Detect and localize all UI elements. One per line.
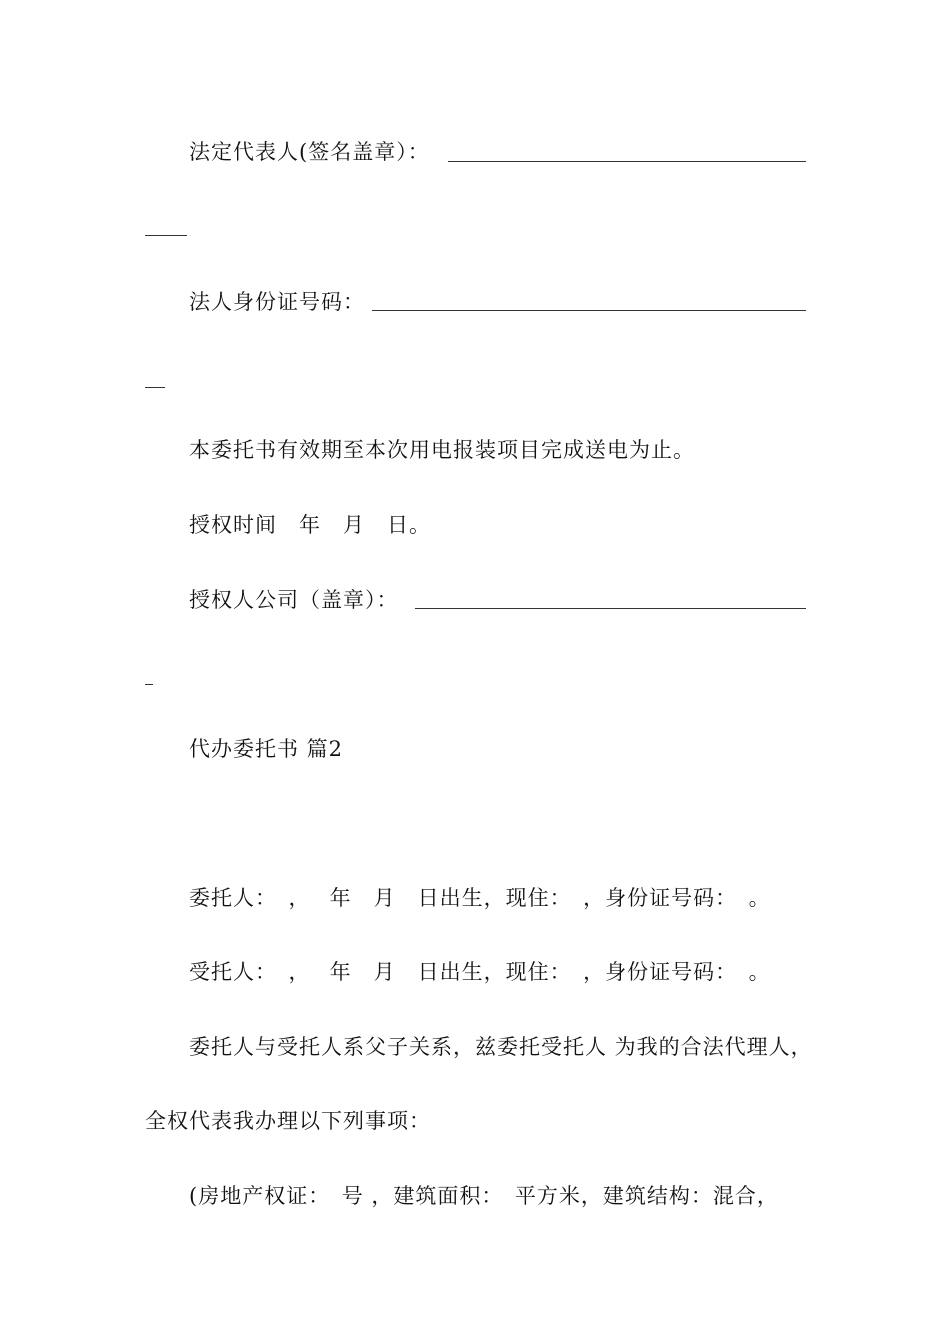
legal-rep-signature-blank xyxy=(448,161,806,162)
principal-line: 委托人： ， 年 月 日出生，现住： ，身份证号码： 。 xyxy=(189,886,771,910)
legal-rep-signature-blank-continued xyxy=(145,235,187,236)
validity-statement: 本委托书有效期至本次用电报装项目完成送电为止。 xyxy=(189,438,695,462)
relation-line-1: 委托人与受托人系父子关系，兹委托受托人 为我的合法代理人， xyxy=(189,1035,813,1059)
authorizer-company-label: 授权人公司（盖章）： xyxy=(189,588,399,612)
legal-id-blank-continued xyxy=(145,387,165,388)
legal-id-blank xyxy=(372,310,806,311)
relation-line-2: 全权代表我办理以下列事项： xyxy=(145,1109,431,1133)
property-line: (房地产权证： 号 ，建筑面积： 平方米，建筑结构：混合， xyxy=(189,1184,779,1208)
legal-id-label: 法人身份证号码： xyxy=(189,290,365,314)
authorizer-company-blank xyxy=(415,608,806,609)
authorization-time: 授权时间 年 月 日。 xyxy=(189,513,431,537)
authorizer-company-blank-continued xyxy=(145,684,153,685)
legal-rep-label: 法定代表人(签名盖章）： xyxy=(189,140,430,164)
section-heading: 代办委托书 篇2 xyxy=(189,737,344,761)
agent-line: 受托人： ， 年 月 日出生，现住： ，身份证号码： 。 xyxy=(189,960,771,984)
